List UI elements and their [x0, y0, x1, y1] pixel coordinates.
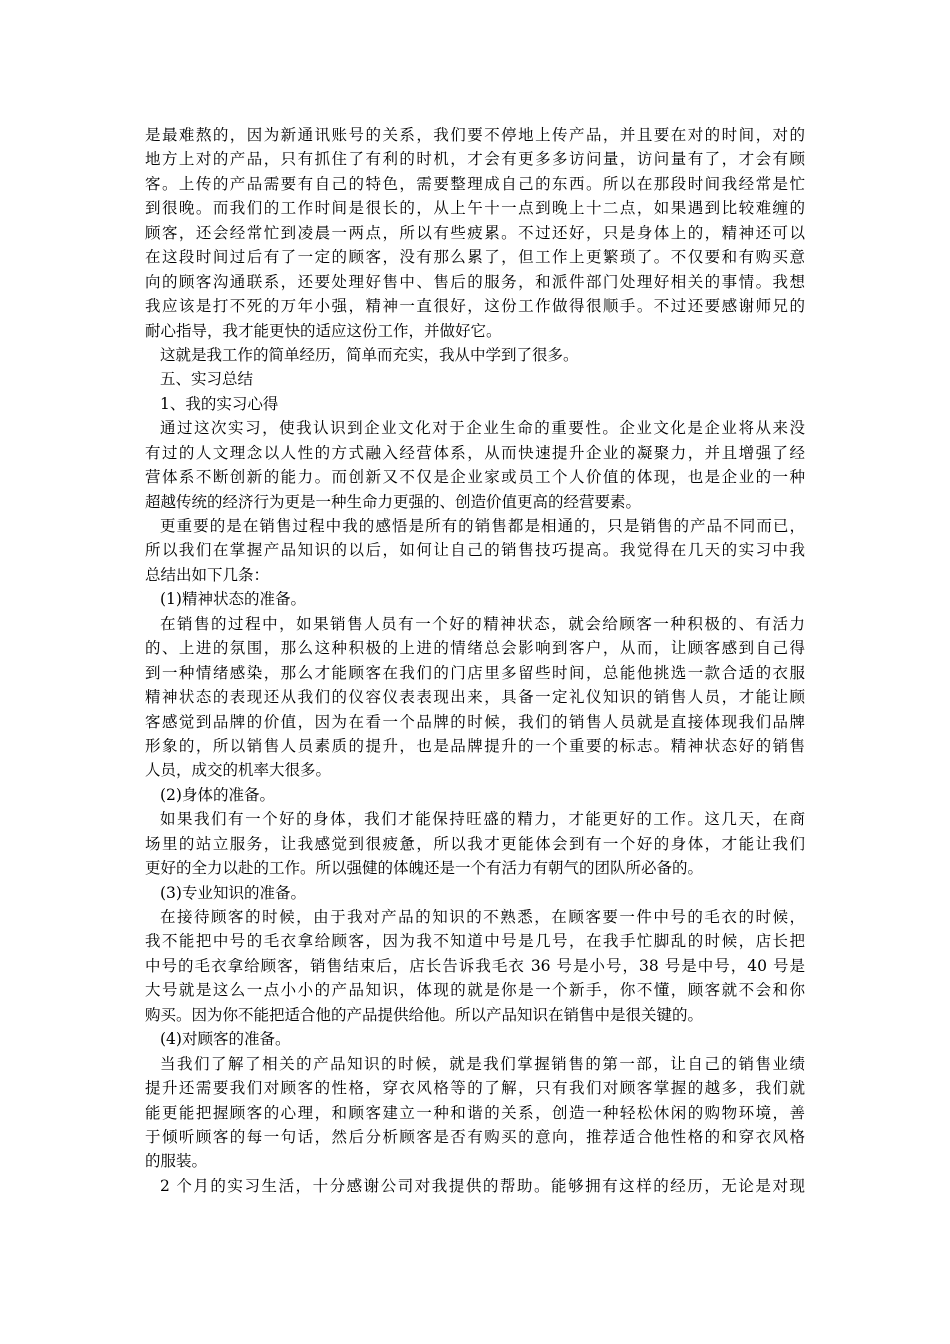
text-line: (4)对顾客的准备。 — [160, 1030, 291, 1049]
text-line: 在销售的过程中，如果销售人员有一个好的精神状态，就会给顾客一种积极的、有活力 — [160, 614, 805, 633]
document-body — [145, 123, 805, 1198]
text-line: (3)专业知识的准备。 — [160, 883, 306, 902]
text-line: 大号就是这么一点小小的产品知识，体现的就是你是一个新手，你不懂，顾客就不会和你 — [145, 981, 805, 1000]
text-line: 形象的，所以销售人员素质的提升，也是品牌提升的一个重要的标志。精神状态好的销售 — [145, 736, 805, 755]
text-line: 客感觉到品牌的价值，因为在看一个品牌的时候，我们的销售人员就是直接体现我们品牌 — [145, 712, 805, 731]
text-line: 我应该是打不死的万年小强，精神一直很好，这份工作做得很顺手。不过还要感谢师兄的 — [145, 297, 805, 316]
text-line: 向的顾客沟通联系，还要处理好售中、售后的服务，和派件部门处理好相关的事情。我想 — [145, 272, 805, 291]
text-line: 当我们了解了相关的产品知识的时候，就是我们掌握销售的第一部，让自己的销售业绩 — [160, 1054, 805, 1073]
text-line: 营体系不断创新的能力。而创新又不仅是企业家或员工个人价值的体现，也是企业的一种 — [145, 468, 805, 487]
text-line: 场里的站立服务，让我感觉到很疲惫，所以我才更能体会到有一个好的身体，才能让我们 — [145, 834, 805, 853]
text-line: 精神状态的表现还从我们的仪容仪表表现出来，具备一定礼仪知识的销售人员，才能让顾 — [145, 688, 805, 707]
text-line: 更重要的是在销售过程中我的感悟是所有的销售都是相通的，只是销售的产品不同而已， — [160, 517, 805, 535]
text-line: 耐心指导，我才能更快的适应这份工作，并做好它。 — [145, 321, 502, 340]
text-line: 的、上进的氛围，那么这种积极的上进的情绪总会影响到客户，从而，让顾客感到自己得 — [145, 639, 805, 658]
text-line: 人员，成交的机率大很多。 — [145, 761, 332, 780]
text-line: 总结出如下几条： — [145, 565, 270, 584]
text-line: 是最难熬的，因为新通讯账号的关系，我们要不停地上传产品，并且要在对的时间，对的 — [145, 126, 805, 144]
text-line: 顾客，还会经常忙到凌晨一两点，所以有些疲累。不过还好，只是身体上的，精神还可以 — [145, 223, 805, 242]
text-line: 中号的毛衣拿给顾客，销售结束后，店长告诉我毛衣 36 号是小号，38 号是中号，40 号是 — [145, 956, 805, 975]
text-line: 所以我们在掌握产品知识的以后，如何让自己的销售技巧提高。我觉得在几天的实习中我 — [145, 541, 805, 560]
text-line: 的服装。 — [145, 1152, 208, 1171]
text-line: 在接待顾客的时候，由于我对产品的知识的不熟悉，在顾客要一件中号的毛衣的时候， — [160, 908, 805, 926]
text-line: 这就是我工作的简单经历，简单而充实，我从中学到了很多。 — [160, 345, 579, 364]
text-line: 在这段时间过后有了一定的顾客，没有那么累了，但工作上更繁琐了。不仅要和有购买意 — [145, 248, 805, 267]
text-line: 到一种情绪感染，那么才能顾客在我们的门店里多留些时间，总能他挑选一款合适的衣服 — [145, 663, 805, 682]
text-line: 我不能把中号的毛衣拿给顾客，因为我不知道中号是几号，在我手忙脚乱的时候，店长把 — [145, 932, 805, 951]
text-line: 提升还需要我们对顾客的性格，穿衣风格等的了解，只有我们对顾客掌握的越多，我们就 — [145, 1079, 805, 1098]
text-line: 通过这次实习，使我认识到企业文化对于企业生命的重要性。企业文化是企业将从来没 — [160, 419, 805, 438]
text-line: 2 个月的实习生活，十分感谢公司对我提供的帮助。能够拥有这样的经历，无论是对现 — [160, 1176, 805, 1195]
text-line: 能更能把握顾客的心理，和顾客建立一种和谐的关系，创造一种轻松休闲的购物环境，善 — [145, 1103, 805, 1122]
text-line: 五、实习总结 — [160, 370, 254, 389]
text-line: 有过的人文理念以人性的方式融入经营体系，从而快速提升企业的凝聚力，并且增强了经 — [145, 443, 805, 462]
text-line: 如果我们有一个好的身体，我们才能保持旺盛的精力，才能更好的工作。这几天，在商 — [160, 810, 805, 829]
text-line: (1)精神状态的准备。 — [160, 590, 306, 609]
text-line: 到很晚。而我们的工作时间是很长的，从上午十一点到晚上十二点，如果遇到比较难缠的 — [145, 199, 805, 218]
text-line: 超越传统的经济行为更是一种生命力更强的、创造价值更高的经营要素。 — [145, 492, 642, 511]
text-line: 购买。因为你不能把适合他的产品提供给他。所以产品知识在销售中是很关键的。 — [145, 1005, 704, 1024]
text-line: 客。上传的产品需要有自己的特色，需要整理成自己的东西。所以在那段时间我经常是忙 — [145, 174, 805, 193]
text-line: 地方上对的产品，只有抓住了有利的时机，才会有更多多访问量，访问量有了，才会有顾 — [145, 150, 805, 169]
text-line: 1、我的实习心得 — [160, 394, 279, 413]
text-line: (2)身体的准备。 — [160, 785, 275, 804]
text-line: 更好的全力以赴的工作。所以强健的体魄还是一个有活力有朝气的团队所必备的。 — [145, 859, 704, 878]
text-line: 于倾听顾客的每一句话，然后分析顾客是否有购买的意向，推荐适合他性格的和穿衣风格 — [145, 1127, 805, 1146]
